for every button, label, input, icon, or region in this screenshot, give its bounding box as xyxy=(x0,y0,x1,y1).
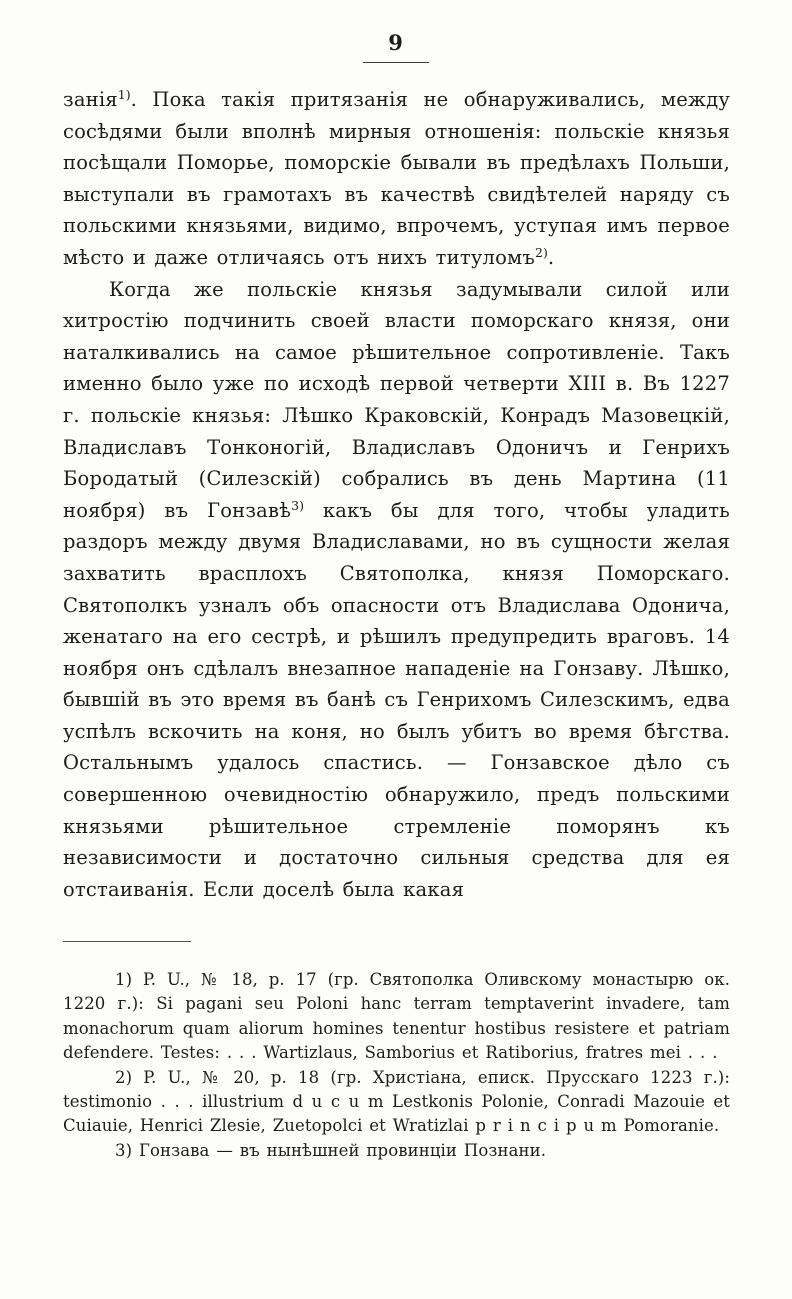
footnote-ref-3: 3) xyxy=(291,497,304,513)
footnote-ref-1: 1) xyxy=(117,87,131,102)
main-text xyxy=(63,84,730,905)
paragraph-1-text: . xyxy=(547,245,555,269)
footnote-ref-2: 2) xyxy=(535,244,548,260)
page-number-underline xyxy=(363,62,429,63)
footnote-separator xyxy=(63,941,191,942)
page-number: 9 xyxy=(388,30,404,55)
page-header xyxy=(0,30,792,63)
paragraph-1-text: . Пока такія притязанія не обнаруживались, между сосѣдями были вполнѣ мирныя отношенія: польскіе князья посѣщали Поморье, поморскіе бывали въ предѣлахъ Польши, выступали въ грамотахъ въ качествѣ свидѣтелей наряду съ польскими князьями, видимо, впрочемъ, уступая имъ первое мѣсто и даже отличаясь отъ нихъ титуломъ xyxy=(63,88,730,269)
paragraph-1-text: занія xyxy=(63,88,118,111)
paragraph-2 xyxy=(63,274,730,906)
paragraph-1 xyxy=(63,84,730,274)
footnote-2: 2) P. U., № 20, p. 18 (гр. Христіана, еписк. Прусскаго 1223 г.): testimonio . . . illustrium d u c u m Lestkonis Polonie, Conradi Mazouie et Cuiauie, Henrici Zlesie, Zuetopolci et Wratizlai p r i n c i p u m Pomoranie. xyxy=(63,1067,730,1136)
footnote-1: 1) P. U., № 18, p. 17 (гр. Святополка Оливскому монастырю ок. 1220 г.): Si pagani seu Poloni hanc terram temptaverint invadere, tam monachorum quam aliorum homines tenentur hostibus resistere et patriam defendere. Testes: . . . Wartizlaus, Samborius et Ratiborius, fratres mei . . . xyxy=(63,970,730,1063)
paragraph-2-text: Когда же польскіе князья задумывали силой или хитростію подчинить своей власти поморскаго князя, они наталкивались на самое рѣшительное сопротивленіе. Такъ именно было уже по исходѣ первой четверти XIII в. Въ 1227 г. польскіе князья: Лѣшко Краковскій, Конрадъ Мазовецкій, Владиславъ Тонконогій, Владиславъ Одоничъ и Генрихъ Бородатый (Силезскій) собрались въ день Мартина (11 ноября) въ Гонзавѣ xyxy=(63,277,730,522)
footnotes-section xyxy=(63,968,730,1163)
paragraph-2-text: какъ бы для того, чтобы уладить раздоръ между двумя Владиславами, но въ сущности желая захватить врасплохъ Святополка, князя Поморскаго. Святополкъ узналъ объ опасности отъ Владислава Одонича, женатаго на его сестрѣ, и рѣшилъ предупредить враговъ. 14 ноября онъ сдѣлалъ внезапное нападеніе на Гонзаву. Лѣшко, бывшій въ это время въ банѣ съ Генрихомъ Силезскимъ, едва успѣлъ вскочить на коня, но былъ убитъ во время бѣгства. Остальнымъ удалось спастись. — Гонзавское дѣло съ совершенною очевидностію обнаружило, предъ польскими князьями рѣшительное стремленіе поморянъ къ независимости и достаточно сильныя средства для ея отстаиванія. Если доселѣ была какая xyxy=(63,498,730,901)
footnote-3: 3) Гонзава — въ нынѣшней провинціи Познани. xyxy=(115,1140,547,1160)
